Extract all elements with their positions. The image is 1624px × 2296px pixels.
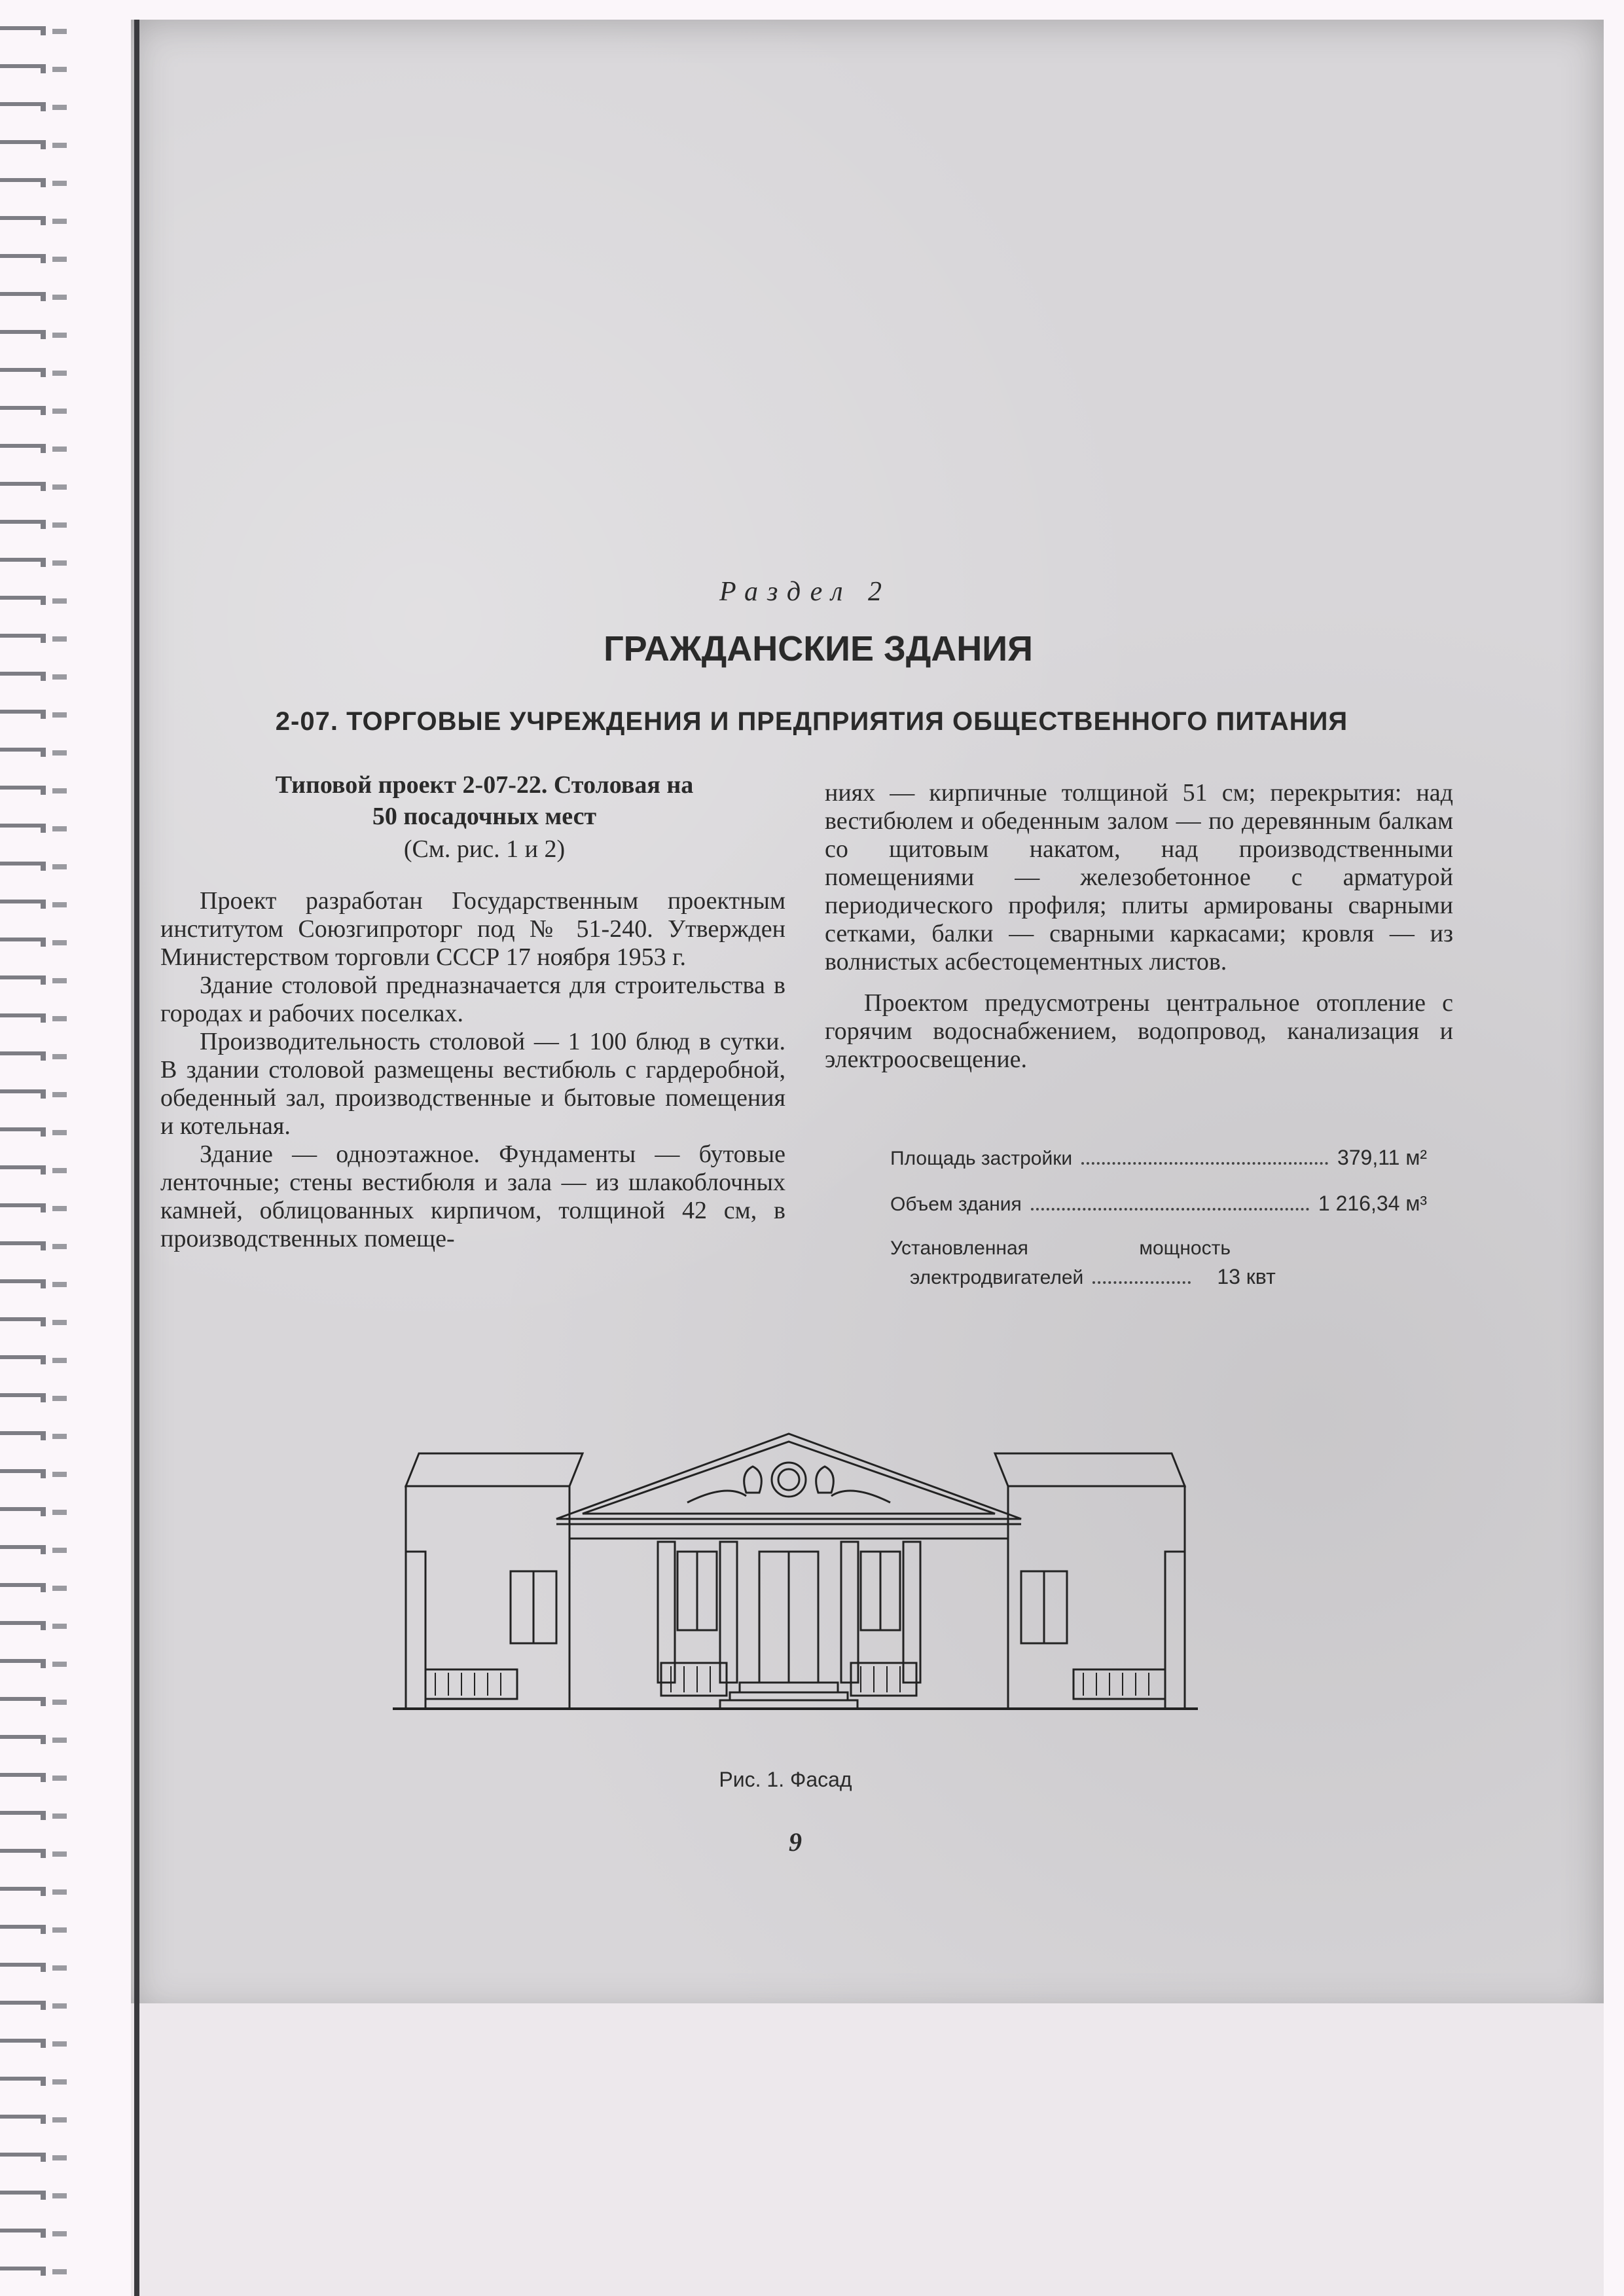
binding-ring [0,406,46,415]
binding-ring [0,1431,46,1440]
binding-ring [0,482,46,491]
binding-ring [0,1849,46,1858]
binding-ring [0,216,46,225]
section-label: Раздел 2 [719,577,892,607]
binding-ring [0,1925,46,1934]
binding-ring [0,1355,46,1364]
binding-ring [0,1507,46,1516]
binding-ring [0,1317,46,1326]
binding-ring [0,1545,46,1554]
binding-ring [0,900,46,909]
binding-ring [0,786,46,795]
project-title [209,769,759,832]
sheet-left-edge [134,20,139,2296]
binding-ring [0,1697,46,1706]
binding-ring [0,1621,46,1630]
binding-ring [0,824,46,833]
spec-row [890,1192,1427,1237]
binding-ring [0,2153,46,2162]
spec-label: Установленная [890,1237,1028,1259]
binding-ring [0,330,46,339]
chapter-subtitle: 2-07. ТОРГОВЫЕ УЧРЕЖДЕНИЯ И ПРЕДПРИЯТИЯ ОБЩЕСТВЕННОГО ПИТАНИЯ [275,707,1348,736]
spec-label: электродвигателей [910,1267,1084,1288]
project-title-line1: Типовой проект 2-07-22. Столовая на [275,771,694,799]
binding-ring [0,140,46,149]
spiral-binding [0,0,79,2296]
binding-ring [0,1013,46,1023]
binding-ring [0,1241,46,1250]
spec-row [890,1146,1427,1192]
sheet-lower-margin [131,2003,1604,2296]
spec-row [890,1237,1427,1289]
left-column [160,887,785,1253]
leader-dots [1081,1162,1328,1165]
binding-ring [0,1773,46,1782]
binding-ring [0,1279,46,1288]
binding-ring [0,862,46,871]
binding-ring [0,1393,46,1402]
binding-ring [0,26,46,35]
binding-ring [0,1963,46,1972]
binding-ring [0,1127,46,1137]
paragraph: ниях — кирпичные толщиной 51 см; перекрытия: над вестибюлем и обеденным залом — по деревянным балкам со щитовым накатом, над производственными помещениями — железобетонное с арматурой периодического профиля; плиты армированы сварными сетками, балки — сварными каркасами; кровля — из волнистых асбестоцементных листов. [825,779,1453,975]
leader-dots [1031,1208,1309,1211]
binding-ring [0,1659,46,1668]
binding-ring [0,2191,46,2200]
figure-reference: (См. рис. 1 и 2) [403,835,566,863]
binding-ring [0,178,46,187]
specs-table [890,1146,1427,1289]
spec-value: 379,11 м² [1337,1146,1427,1169]
paragraph: Здание столовой предназначается для строительства в городах и рабочих поселках. [160,972,785,1027]
binding-ring [0,634,46,643]
paragraph: Проектом предусмотрены центральное отопление с горячим водоснабжением, водопровод, канализация и электроосвещение. [825,989,1453,1073]
spec-label: Объем здания [890,1194,1022,1215]
binding-ring [0,520,46,529]
binding-ring [0,1203,46,1212]
binding-ring [0,596,46,605]
binding-ring [0,1469,46,1478]
binding-ring [0,64,46,73]
facade-drawing [393,1421,1198,1728]
paragraph: Производительность столовой — 1 100 блюд в сутки. В здании столовой размещены вестибюль с гардеробной, обеденный зал, производственные и бытовые помещения и котельная. [160,1028,785,1140]
binding-ring [0,1811,46,1820]
binding-ring [0,368,46,377]
binding-ring [0,102,46,111]
binding-ring [0,1051,46,1061]
binding-ring [0,2267,46,2276]
binding-ring [0,292,46,301]
binding-ring [0,444,46,453]
figure-caption: Рис. 1. Фасад [719,1768,852,1791]
page-title: ГРАЖДАНСКИЕ ЗДАНИЯ [604,629,1033,668]
binding-ring [0,672,46,681]
spec-label: Площадь застройки [890,1148,1073,1169]
binding-ring [0,975,46,985]
page-number: 9 [789,1827,802,1857]
binding-ring [0,254,46,263]
paragraph: Проект разработан Государственным проектным институтом Союзгипроторг под № 51-240. Утвержден Министерством торговли СССР 17 ноября 1953 г. [160,887,785,971]
spec-value: 13 квт [1217,1265,1276,1288]
leader-dots [1092,1281,1191,1284]
project-title-line2: 50 посадочных мест [372,803,597,830]
binding-ring [0,938,46,947]
binding-ring [0,2229,46,2238]
binding-ring [0,1165,46,1175]
binding-ring [0,558,46,567]
binding-ring [0,2001,46,2010]
binding-ring [0,2039,46,2048]
binding-ring [0,2077,46,2086]
binding-ring [0,748,46,757]
spec-label: мощность [1139,1237,1231,1259]
binding-ring [0,1887,46,1896]
binding-ring [0,710,46,719]
paragraph: Здание — одноэтажное. Фундаменты — бутовые ленточные; стены вестибюля и зала — из шлакоблочных камней, облицованных кирпичом, толщиной 42 см, в производственных помеще- [160,1140,785,1252]
binding-ring [0,2115,46,2124]
spec-value: 1 216,34 м³ [1318,1192,1427,1215]
right-column [825,779,1453,1074]
binding-ring [0,1735,46,1744]
binding-ring [0,1089,46,1099]
binding-ring [0,1583,46,1592]
